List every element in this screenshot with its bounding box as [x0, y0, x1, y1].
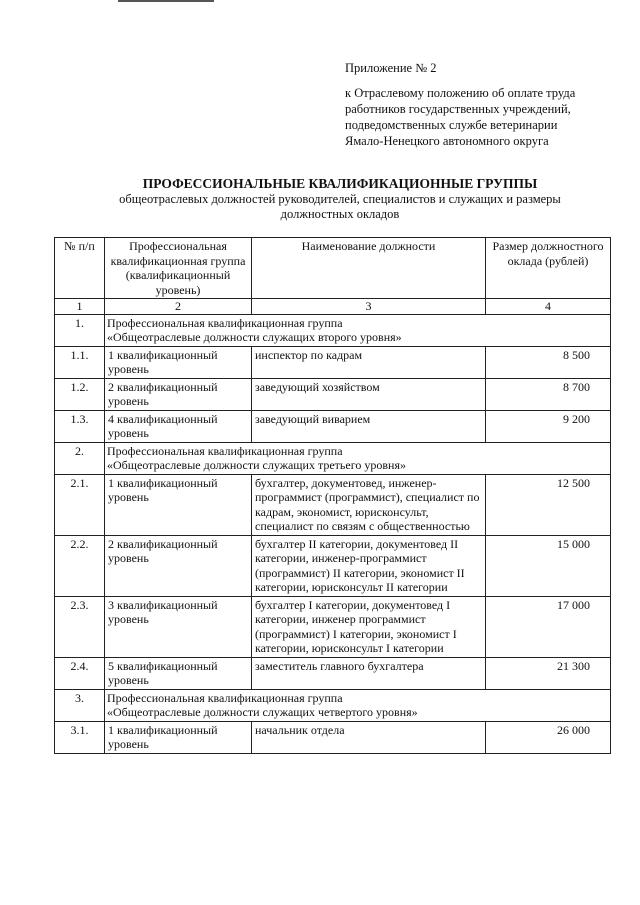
document-subtitle-line: общеотраслевых должностей руководителей, специалистов и служащих и размеры	[119, 192, 561, 206]
group-title-line: Профессиональная квалификационная группа	[107, 690, 343, 705]
row-number: 1.1.	[55, 346, 105, 378]
row-number: 3.1.	[55, 721, 105, 753]
row-level: 1 квалификационный уровень	[105, 474, 252, 535]
group-row	[55, 689, 611, 721]
header-num: № п/п	[55, 238, 105, 299]
appendix-header	[345, 60, 625, 149]
table-header-row	[55, 238, 611, 299]
top-edge-line	[118, 0, 214, 2]
group-title	[105, 689, 611, 721]
document-title: ПРОФЕССИОНАЛЬНЫЕ КВАЛИФИКАЦИОННЫЕ ГРУППЫ	[142, 176, 538, 191]
row-position: начальник отдела	[252, 721, 486, 753]
group-number: 2.	[55, 442, 105, 474]
row-position: бухгалтер II категории, документовед II категории, инженер-программист (программист) II категории, экономист II категории, юрисконсульт II категории	[252, 535, 486, 596]
row-salary: 9 200	[486, 410, 611, 442]
row-number: 2.1.	[55, 474, 105, 535]
group-title-line: «Общеотраслевые должности служащих четвертого уровня»	[107, 705, 418, 719]
header-salary: Размер должностного оклада (рублей)	[486, 238, 611, 299]
row-level: 4 квалификационный уровень	[105, 410, 252, 442]
row-salary: 26 000	[486, 721, 611, 753]
appendix-line: работников государственных учреждений,	[345, 102, 571, 116]
row-position: заведующий виварием	[252, 410, 486, 442]
row-position: бухгалтер I категории, документовед I категории, инженер программист (программист) I категории, экономист I категории, юрисконсульт I категории	[252, 596, 486, 657]
table-row	[55, 721, 611, 753]
row-number: 2.2.	[55, 535, 105, 596]
table-row	[55, 410, 611, 442]
row-position: заместитель главного бухгалтера	[252, 657, 486, 689]
row-level: 2 квалификационный уровень	[105, 535, 252, 596]
document-subtitle-line: должностных окладов	[280, 207, 400, 221]
header-group: Профессиональная квалификационная группа (квалификационный уровень)	[105, 238, 252, 299]
appendix-line: к Отраслевому положению об оплате труда	[345, 86, 576, 100]
row-salary: 12 500	[486, 474, 611, 535]
group-title-line: Профессиональная квалификационная группа	[107, 315, 343, 330]
row-salary: 17 000	[486, 596, 611, 657]
row-position: инспектор по кадрам	[252, 346, 486, 378]
table-row	[55, 474, 611, 535]
group-row	[55, 442, 611, 474]
row-level: 1 квалификационный уровень	[105, 721, 252, 753]
appendix-number: Приложение № 2	[345, 61, 437, 75]
document-title-block	[40, 176, 640, 222]
row-salary: 8 500	[486, 346, 611, 378]
group-title	[105, 314, 611, 346]
row-number: 2.4.	[55, 657, 105, 689]
table-row	[55, 346, 611, 378]
row-salary: 15 000	[486, 535, 611, 596]
group-number: 3.	[55, 689, 105, 721]
row-number: 1.2.	[55, 378, 105, 410]
column-number: 2	[105, 299, 252, 315]
group-number: 1.	[55, 314, 105, 346]
table-row	[55, 378, 611, 410]
group-title-line: «Общеотраслевые должности служащих второго уровня»	[107, 330, 402, 344]
table-row	[55, 535, 611, 596]
row-salary: 8 700	[486, 378, 611, 410]
row-level: 1 квалификационный уровень	[105, 346, 252, 378]
row-position: заведующий хозяйством	[252, 378, 486, 410]
column-number: 4	[486, 299, 611, 315]
table-row	[55, 657, 611, 689]
row-salary: 21 300	[486, 657, 611, 689]
qualification-groups-table	[54, 237, 611, 754]
group-row	[55, 314, 611, 346]
group-title-line: «Общеотраслевые должности служащих третьего уровня»	[107, 458, 406, 472]
column-numbers-row	[55, 299, 611, 315]
row-number: 2.3.	[55, 596, 105, 657]
column-number: 3	[252, 299, 486, 315]
column-number: 1	[55, 299, 105, 315]
appendix-line: подведомственных службе ветеринарии	[345, 118, 558, 132]
row-level: 3 квалификационный уровень	[105, 596, 252, 657]
row-position: бухгалтер, документовед, инженер-программист (программист), специалист по кадрам, экономист, юрисконсульт, специалист по связям с общественностью	[252, 474, 486, 535]
row-level: 5 квалификационный уровень	[105, 657, 252, 689]
row-number: 1.3.	[55, 410, 105, 442]
header-position: Наименование должности	[252, 238, 486, 299]
table-row	[55, 596, 611, 657]
appendix-line: Ямало-Ненецкого автономного округа	[345, 134, 549, 148]
group-title-line: Профессиональная квалификационная группа	[107, 443, 343, 458]
row-level: 2 квалификационный уровень	[105, 378, 252, 410]
group-title	[105, 442, 611, 474]
